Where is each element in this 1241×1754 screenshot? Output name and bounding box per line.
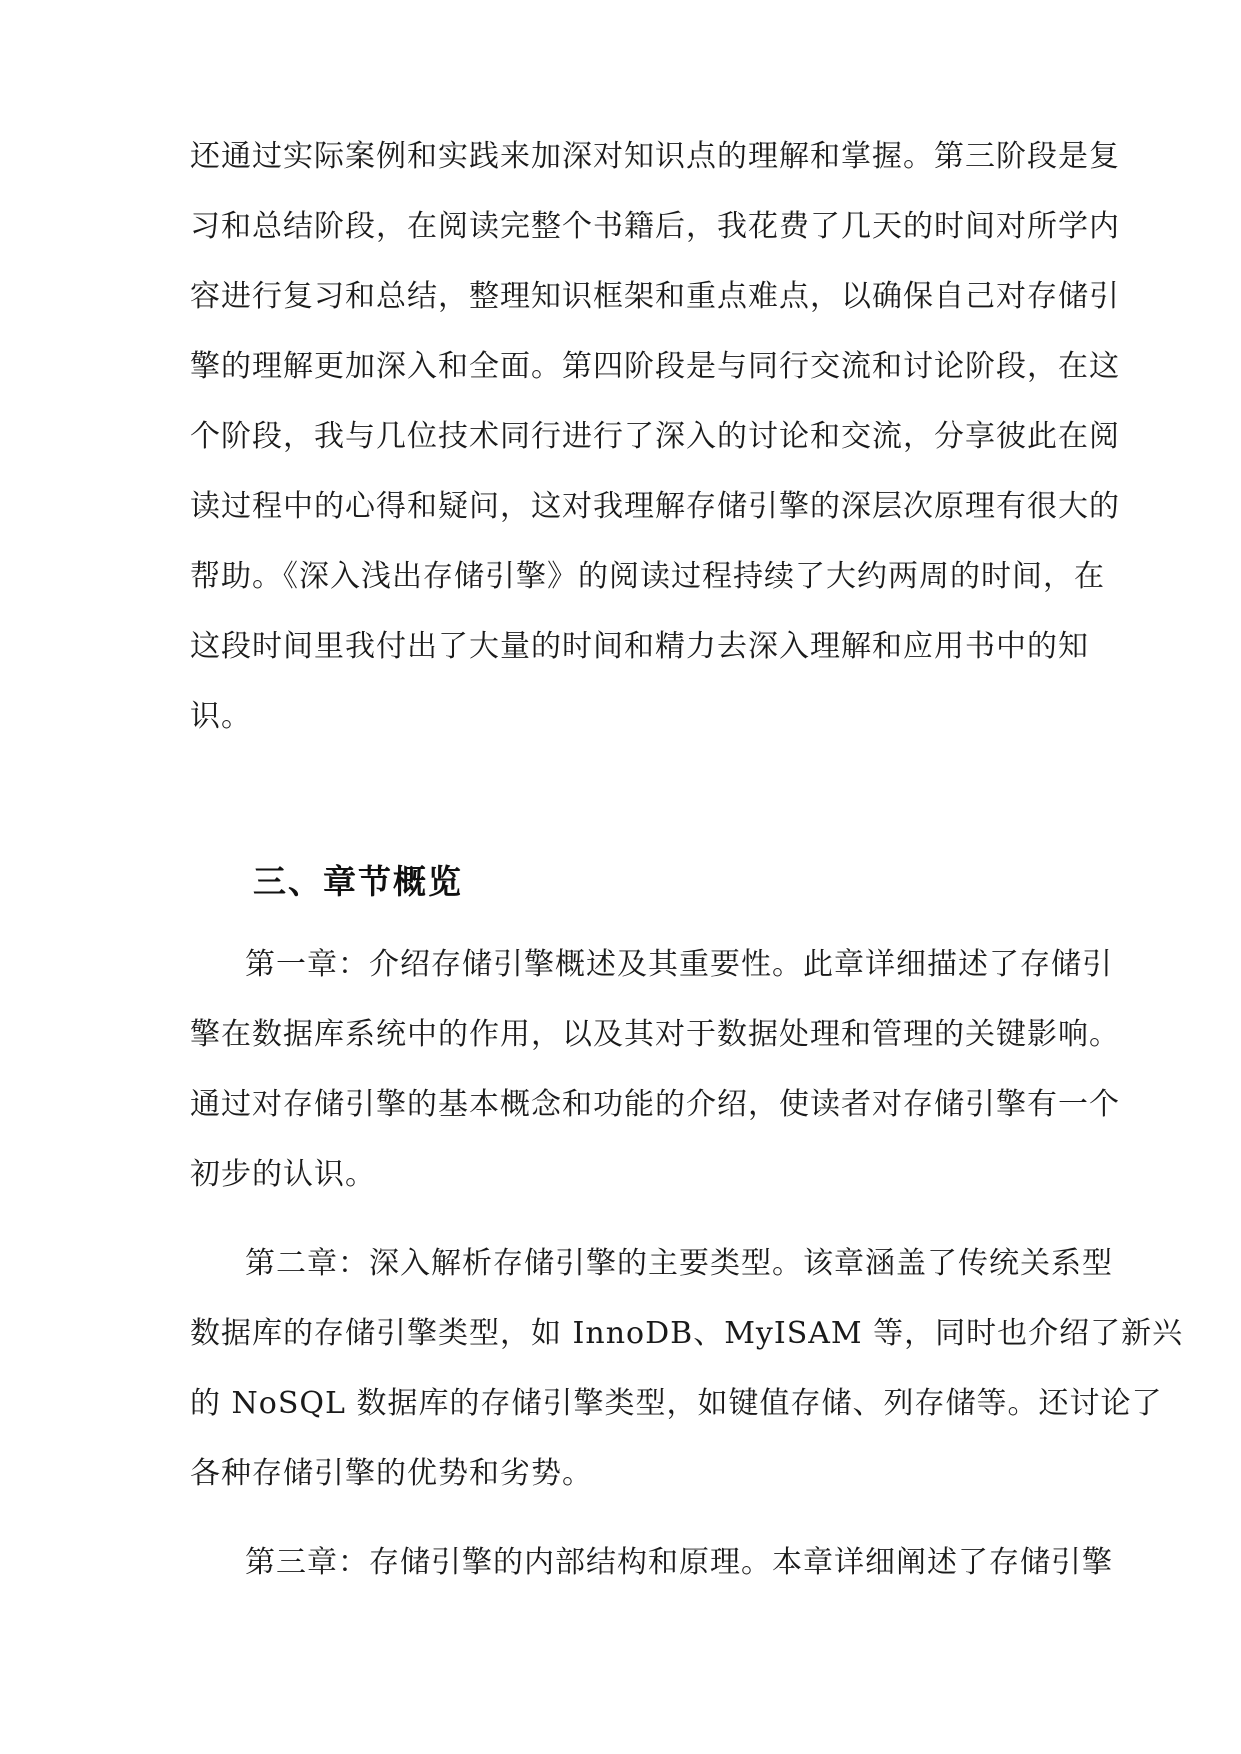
paragraph-line: 帮助。《深入浅出存储引擎》的阅读过程持续了大约两周的时间，在 — [190, 559, 1105, 594]
paragraph-line: 识。 — [190, 699, 252, 734]
paragraph-line: 擎在数据库系统中的作用，以及其对于数据处理和管理的关键影响。 — [190, 1017, 1120, 1052]
paragraph-line: 容进行复习和总结，整理知识框架和重点难点，以确保自己对存储引 — [190, 279, 1120, 314]
paragraph-line: 初步的认识。 — [190, 1157, 376, 1192]
paragraph-line: 数据库的存储引擎类型，如 InnoDB、MyISAM 等，同时也介绍了新兴 — [190, 1316, 1184, 1351]
paragraph-line: 擎的理解更加深入和全面。第四阶段是与同行交流和讨论阶段，在这 — [190, 349, 1120, 384]
paragraph-line: 个阶段，我与几位技术同行进行了深入的讨论和交流，分享彼此在阅 — [190, 419, 1120, 454]
paragraph-line: 第一章：介绍存储引擎概述及其重要性。此章详细描述了存储引 — [245, 947, 1113, 982]
paragraph-line: 第三章：存储引擎的内部结构和原理。本章详细阐述了存储引擎 — [245, 1545, 1113, 1580]
paragraph-line: 这段时间里我付出了大量的时间和精力去深入理解和应用书中的知 — [190, 629, 1089, 664]
paragraph-line: 通过对存储引擎的基本概念和功能的介绍，使读者对存储引擎有一个 — [190, 1087, 1120, 1122]
section-heading: 三、章节概览 — [253, 862, 463, 901]
paragraph-line: 的 NoSQL 数据库的存储引擎类型，如键值存储、列存储等。还讨论了 — [190, 1386, 1163, 1421]
paragraph-line: 习和总结阶段，在阅读完整个书籍后，我花费了几天的时间对所学内 — [190, 209, 1120, 244]
paragraph-line: 各种存储引擎的优势和劣势。 — [190, 1456, 593, 1491]
paragraph-line: 还通过实际案例和实践来加深对知识点的理解和掌握。第三阶段是复 — [190, 139, 1120, 174]
paragraph-line: 读过程中的心得和疑问，这对我理解存储引擎的深层次原理有很大的 — [190, 489, 1120, 524]
paragraph-line: 第二章：深入解析存储引擎的主要类型。该章涵盖了传统关系型 — [245, 1246, 1113, 1281]
